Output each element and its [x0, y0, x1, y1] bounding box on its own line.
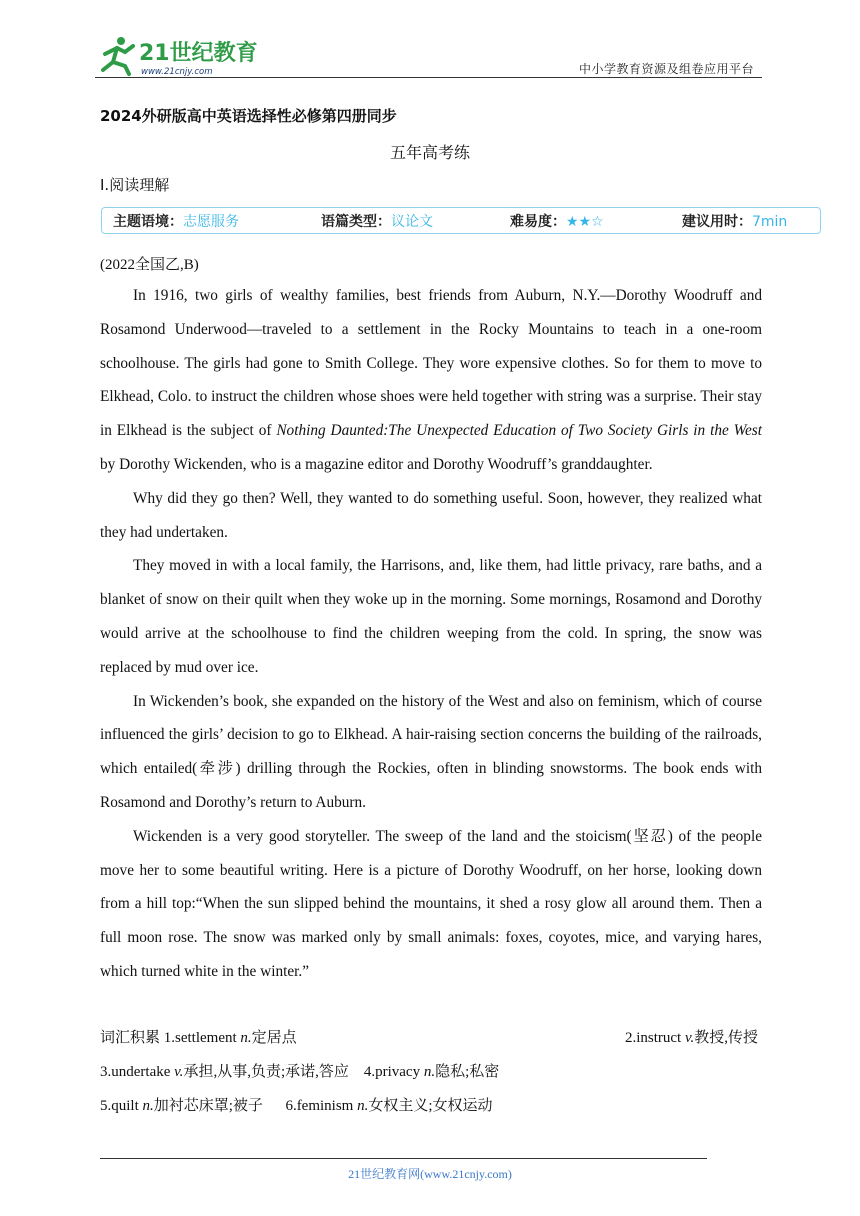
- footer-link[interactable]: 21世纪教育网(www.21cnjy.com): [348, 1167, 512, 1181]
- logo-url: www.21cnjy.com: [141, 67, 213, 77]
- topic-info: [113, 211, 239, 231]
- paragraph-4: In Wickenden’s book, she expanded on the history of the West and also on feminism, which of course influenced the girls’ decision to go to Elkhead. A hair-raising section concerns the building of the railroads, which entailed(牵涉) drilling through the Rockies, often in blinding snowstorms. The book ends with Rosamond and Dorothy’s return to Auburn.: [100, 692, 762, 811]
- section-heading: Ⅰ.阅读理解: [100, 176, 170, 194]
- vocab-line-3: [100, 1090, 762, 1124]
- genre-info: [321, 211, 433, 231]
- paragraph-1: [100, 279, 762, 482]
- document-title: 2024外研版高中英语选择性必修第四册同步: [100, 107, 397, 125]
- genre-value: 议论文: [391, 214, 433, 230]
- book-title: Nothing Daunted:The Unexpected Education of Two Society Girls in the West: [276, 422, 762, 440]
- passage-source: (2022全国乙,B): [100, 257, 199, 273]
- passage-info-bar: [101, 207, 821, 234]
- runner-logo-icon: [95, 34, 265, 78]
- topic-label: 主题语境：: [113, 214, 183, 230]
- reading-passage: [100, 279, 762, 989]
- header-divider: [95, 77, 762, 78]
- topic-value: 志愿服务: [183, 214, 239, 230]
- vocab-line-2: [100, 1056, 762, 1090]
- logo-text: 21世纪教育: [139, 41, 258, 66]
- time-label: 建议用时：: [682, 214, 752, 230]
- paragraph-1-part-a: In 1916, two girls of wealthy families, best friends from Auburn, N.Y.—Dorothy Woodruff and Rosamond Underwood—traveled to a settlement in the Rocky Mountains to teach in a one-room schoolhouse. The girls had gone to Smith College. They wore expensive clothes. So for them to move to Elkhead, Colo. to instruct the children whose shoes were held together with string was a surprise. Their stay in Elkhead is the subject of: [100, 287, 762, 440]
- page-header: [95, 30, 762, 80]
- vocab-heading: 词汇积累: [100, 1030, 161, 1046]
- footer-divider: [100, 1158, 707, 1159]
- difficulty-info: [510, 211, 604, 231]
- vocab-item: 2.instruct v.教授,传授: [624, 1030, 758, 1046]
- vocab-item: 4.privacy n.隐私;私密: [363, 1064, 500, 1080]
- paragraph-2: Why did they go then? Well, they wanted to do something useful. Soon, however, they realized what they had undertaken.: [100, 489, 762, 541]
- vocab-item: 5.quilt n.加衬芯床罩;被子: [100, 1098, 263, 1114]
- vocab-item: 3.undertake v.承担,从事,负责;承诺,答应: [100, 1064, 349, 1080]
- genre-label: 语篇类型：: [321, 214, 391, 230]
- time-info: [682, 211, 787, 231]
- difficulty-stars: ★★☆: [566, 214, 604, 230]
- difficulty-label: 难易度：: [510, 214, 566, 230]
- time-value: 7min: [752, 214, 788, 230]
- paragraph-5: Wickenden is a very good storyteller. The sweep of the land and the stoicism(坚忍) of the people move her to some beautiful writing. Here is a picture of Dorothy Woodruff, on her horse, looking down from a hill top:“When the sun slipped behind the mountains, it shed a rosy glow all around them. Then a full moon rose. The snow was marked only by small animals: foxes, coyotes, mice, and varying hares, which turned white in the winter.”: [100, 827, 762, 980]
- site-logo: [95, 34, 265, 78]
- vocab-line-1: [100, 1022, 762, 1056]
- vocab-item: 1.settlement n.定居点: [163, 1030, 297, 1046]
- paragraph-1-part-b: by Dorothy Wickenden, who is a magazine editor and Dorothy Woodruff’s granddaughter.: [100, 455, 653, 473]
- platform-tagline: 中小学教育资源及组卷应用平台: [578, 62, 754, 76]
- paragraph-3: They moved in with a local family, the Harrisons, and, like them, had little privacy, rare baths, and a blanket of snow on their quilt when they woke up in the morning. Some mornings, Rosamond and Dorothy would arrive at the schoolhouse to find the children weeping from the cold. In spring, the snow was replaced by mud over ice.: [100, 557, 762, 676]
- vocab-item: 6.feminism n.女权主义;女权运动: [285, 1098, 493, 1114]
- document-subtitle: 五年高考练: [389, 143, 470, 162]
